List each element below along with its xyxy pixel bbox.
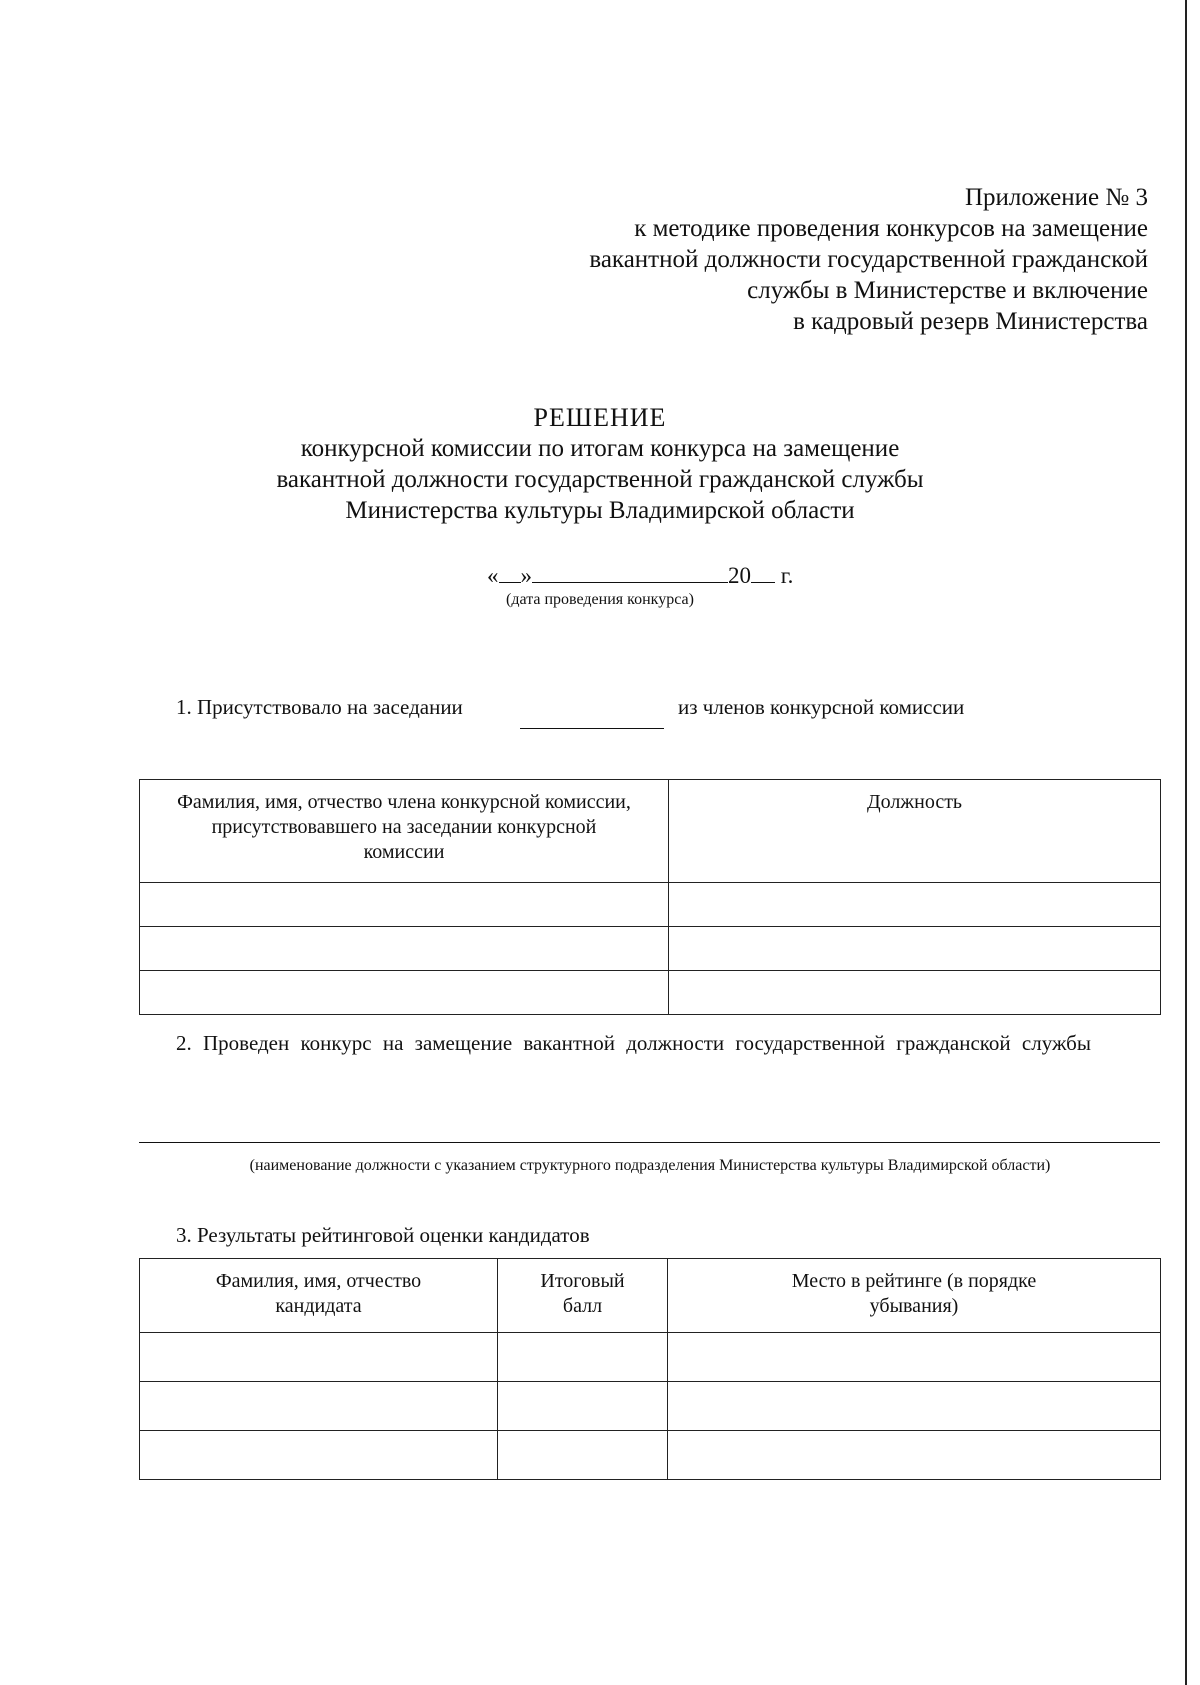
section3-text: 3. Результаты рейтинговой оценки кандидатов (176, 1223, 590, 1247)
table-cell[interactable] (669, 927, 1161, 971)
year-suffix: г. (780, 563, 794, 588)
year-blank[interactable] (751, 560, 775, 583)
month-blank[interactable] (532, 560, 728, 583)
members-table (139, 779, 1161, 1015)
table-cell[interactable] (498, 1333, 668, 1382)
section1-text: 1. Присутствовало на заседании (176, 695, 463, 719)
table-row (140, 971, 1161, 1015)
page-edge-line (1185, 0, 1187, 1685)
section2-text: 2. Проведен конкурс на замещение вакантной должности государственной гражданской службы (176, 1031, 1091, 1055)
year-prefix: 20 (728, 563, 751, 588)
header-candidate-name: Фамилия, имя, отчество кандидата (140, 1259, 498, 1333)
section1-text-after: из членов конкурсной комиссии (678, 695, 965, 719)
date-caption: (дата проведения конкурса) (506, 591, 694, 608)
table-cell[interactable] (140, 1382, 498, 1431)
date-open-quote: « (487, 563, 499, 588)
table-cell[interactable] (140, 927, 669, 971)
table-cell[interactable] (668, 1382, 1161, 1431)
appendix-line: Приложение № 3 (964, 184, 1148, 211)
table-row (140, 1382, 1161, 1431)
appendix-line: к методике проведения конкурсов на замещение (634, 215, 1148, 242)
date-close-quote: » (520, 563, 532, 588)
table-cell[interactable] (498, 1431, 668, 1480)
table-header-row (140, 780, 1161, 883)
appendix-line: вакантной должности государственной гражданской (589, 246, 1148, 273)
appendix-line: службы в Министерстве и включение (747, 277, 1148, 304)
header-rating-place: Место в рейтинге (в порядке убывания) (668, 1259, 1161, 1333)
table-cell[interactable] (668, 1333, 1161, 1382)
table-row (140, 1431, 1161, 1480)
position-caption: (наименование должности с указанием структурного подразделения Министерства культуры Владимирской области) (249, 1157, 1051, 1174)
appendix-line: в кадровый резерв Министерства (793, 308, 1148, 335)
date-field (487, 560, 793, 589)
header-position: Должность (669, 780, 1161, 883)
header-total-score: Итоговый балл (498, 1259, 668, 1333)
table-cell[interactable] (668, 1431, 1161, 1480)
rating-table (139, 1258, 1161, 1480)
table-cell[interactable] (140, 883, 669, 927)
document-title-block (0, 402, 1200, 526)
table-cell[interactable] (669, 883, 1161, 927)
header-member-name: Фамилия, имя, отчество члена конкурсной комиссии, присутствовавшего на заседании конкурсной комиссии (140, 780, 669, 883)
document-subtitle-line: вакантной должности государственной гражданской службы (276, 466, 924, 493)
table-cell[interactable] (140, 971, 669, 1015)
table-cell[interactable] (140, 1333, 498, 1382)
document-subtitle-line: Министерства культуры Владимирской области (345, 497, 855, 524)
table-row (140, 1333, 1161, 1382)
table-header-row (140, 1259, 1161, 1333)
day-blank[interactable] (499, 560, 521, 583)
table-cell[interactable] (498, 1382, 668, 1431)
table-row (140, 883, 1161, 927)
document-title: РЕШЕНИЕ (533, 403, 667, 432)
position-name-blank[interactable] (139, 1142, 1160, 1143)
table-cell[interactable] (140, 1431, 498, 1480)
members-count-blank[interactable] (520, 728, 664, 729)
appendix-header (448, 182, 1148, 337)
table-cell[interactable] (669, 971, 1161, 1015)
table-row (140, 927, 1161, 971)
document-subtitle-line: конкурсной комиссии по итогам конкурса на замещение (300, 435, 900, 462)
